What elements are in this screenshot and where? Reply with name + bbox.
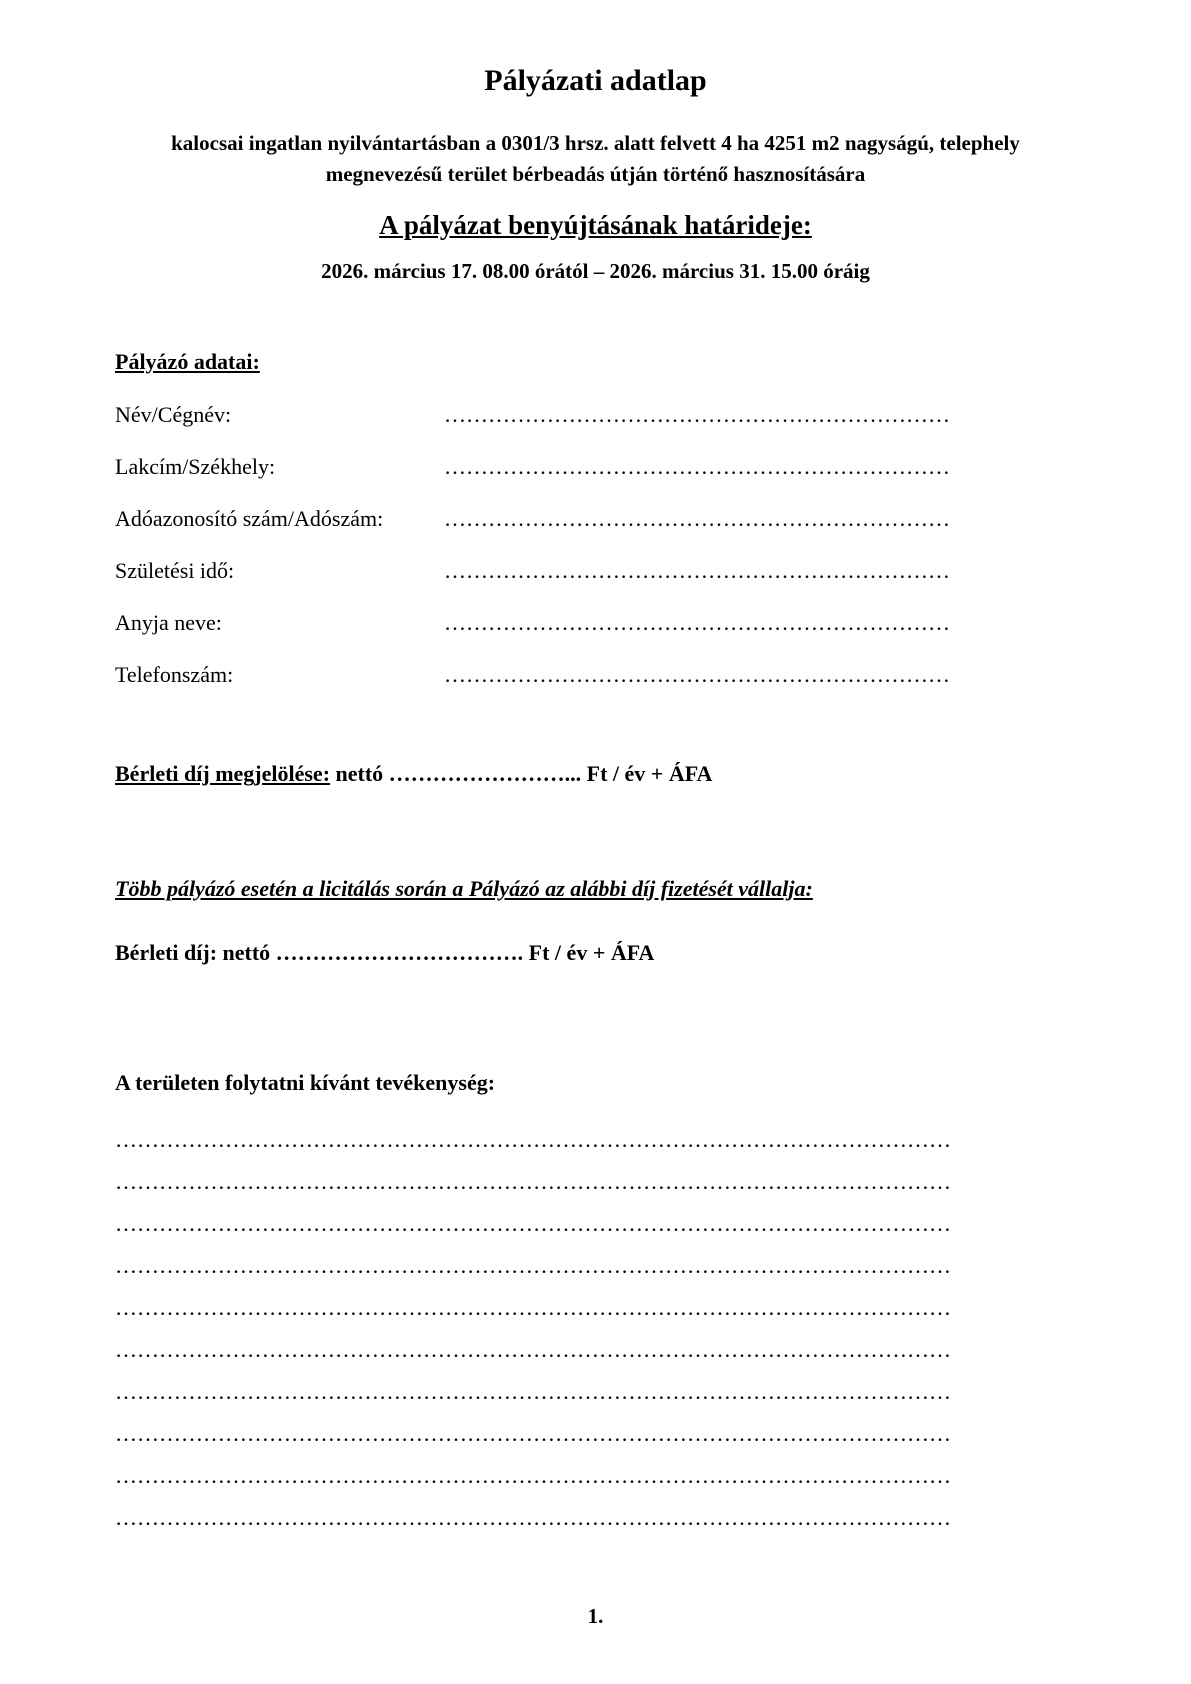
page-title: Pályázati adatlap xyxy=(484,64,707,97)
phone-field[interactable]: …………………………………………………………… xyxy=(444,662,950,687)
activity-line[interactable]: …………………………………………………………………………………………………… xyxy=(115,1379,951,1404)
address-field-label: Lakcím/Székhely: xyxy=(115,454,276,479)
activity-line[interactable]: …………………………………………………………………………………………………… xyxy=(115,1127,951,1152)
bidding-heading: Több pályázó esetén a licitálás során a Pályázó az alábbi díj fizetését vállalja: xyxy=(115,876,813,901)
rent-amount-field[interactable]: nettó ……………………... Ft / év + ÁFA xyxy=(330,761,713,786)
activity-line[interactable]: …………………………………………………………………………………………………… xyxy=(115,1295,951,1320)
activity-heading: A területen folytatni kívánt tevékenység: xyxy=(115,1070,496,1095)
activity-line[interactable]: …………………………………………………………………………………………………… xyxy=(115,1463,951,1488)
activity-line[interactable]: …………………………………………………………………………………………………… xyxy=(115,1253,951,1278)
rent-label: Bérleti díj megjelölése: xyxy=(115,761,331,786)
mother-name-field-label: Anyja neve: xyxy=(115,610,222,635)
activity-line[interactable]: …………………………………………………………………………………………………… xyxy=(115,1337,951,1362)
activity-line[interactable]: …………………………………………………………………………………………………… xyxy=(115,1421,951,1446)
page-number: 1. xyxy=(587,1604,604,1628)
birth-date-field-label: Születési idő: xyxy=(115,558,235,583)
phone-field-label: Telefonszám: xyxy=(115,662,234,687)
tax-id-field[interactable]: …………………………………………………………… xyxy=(444,506,950,531)
address-field[interactable]: …………………………………………………………… xyxy=(444,454,950,479)
mother-name-field[interactable]: …………………………………………………………… xyxy=(444,610,950,635)
bid-amount-field[interactable]: Bérleti díj: nettó ……………………………. Ft / év + ÁFA xyxy=(115,940,655,965)
applicant-section-heading: Pályázó adatai: xyxy=(115,349,260,374)
name-field[interactable]: …………………………………………………………… xyxy=(444,402,950,427)
name-field-label: Név/Cégnév: xyxy=(115,402,232,427)
subtitle-line-2: megnevezésű terület bérbeadás útján történő hasznosítására xyxy=(325,162,866,186)
birth-date-field[interactable]: …………………………………………………………… xyxy=(444,558,950,583)
deadline-range: 2026. március 17. 08.00 órától – 2026. március 31. 15.00 óráig xyxy=(321,259,870,283)
tax-id-field-label: Adóazonosító szám/Adószám: xyxy=(115,506,384,531)
activity-line[interactable]: …………………………………………………………………………………………………… xyxy=(115,1169,951,1194)
rent-line xyxy=(115,761,712,787)
activity-line[interactable]: …………………………………………………………………………………………………… xyxy=(115,1505,951,1530)
subtitle-line-1: kalocsai ingatlan nyilvántartásban a 0301/3 hrsz. alatt felvett 4 ha 4251 m2 nagyságú, telephely xyxy=(171,131,1020,155)
activity-line[interactable]: …………………………………………………………………………………………………… xyxy=(115,1211,951,1236)
document-subtitle xyxy=(0,128,1191,190)
deadline-heading: A pályázat benyújtásának határideje: xyxy=(379,210,812,240)
